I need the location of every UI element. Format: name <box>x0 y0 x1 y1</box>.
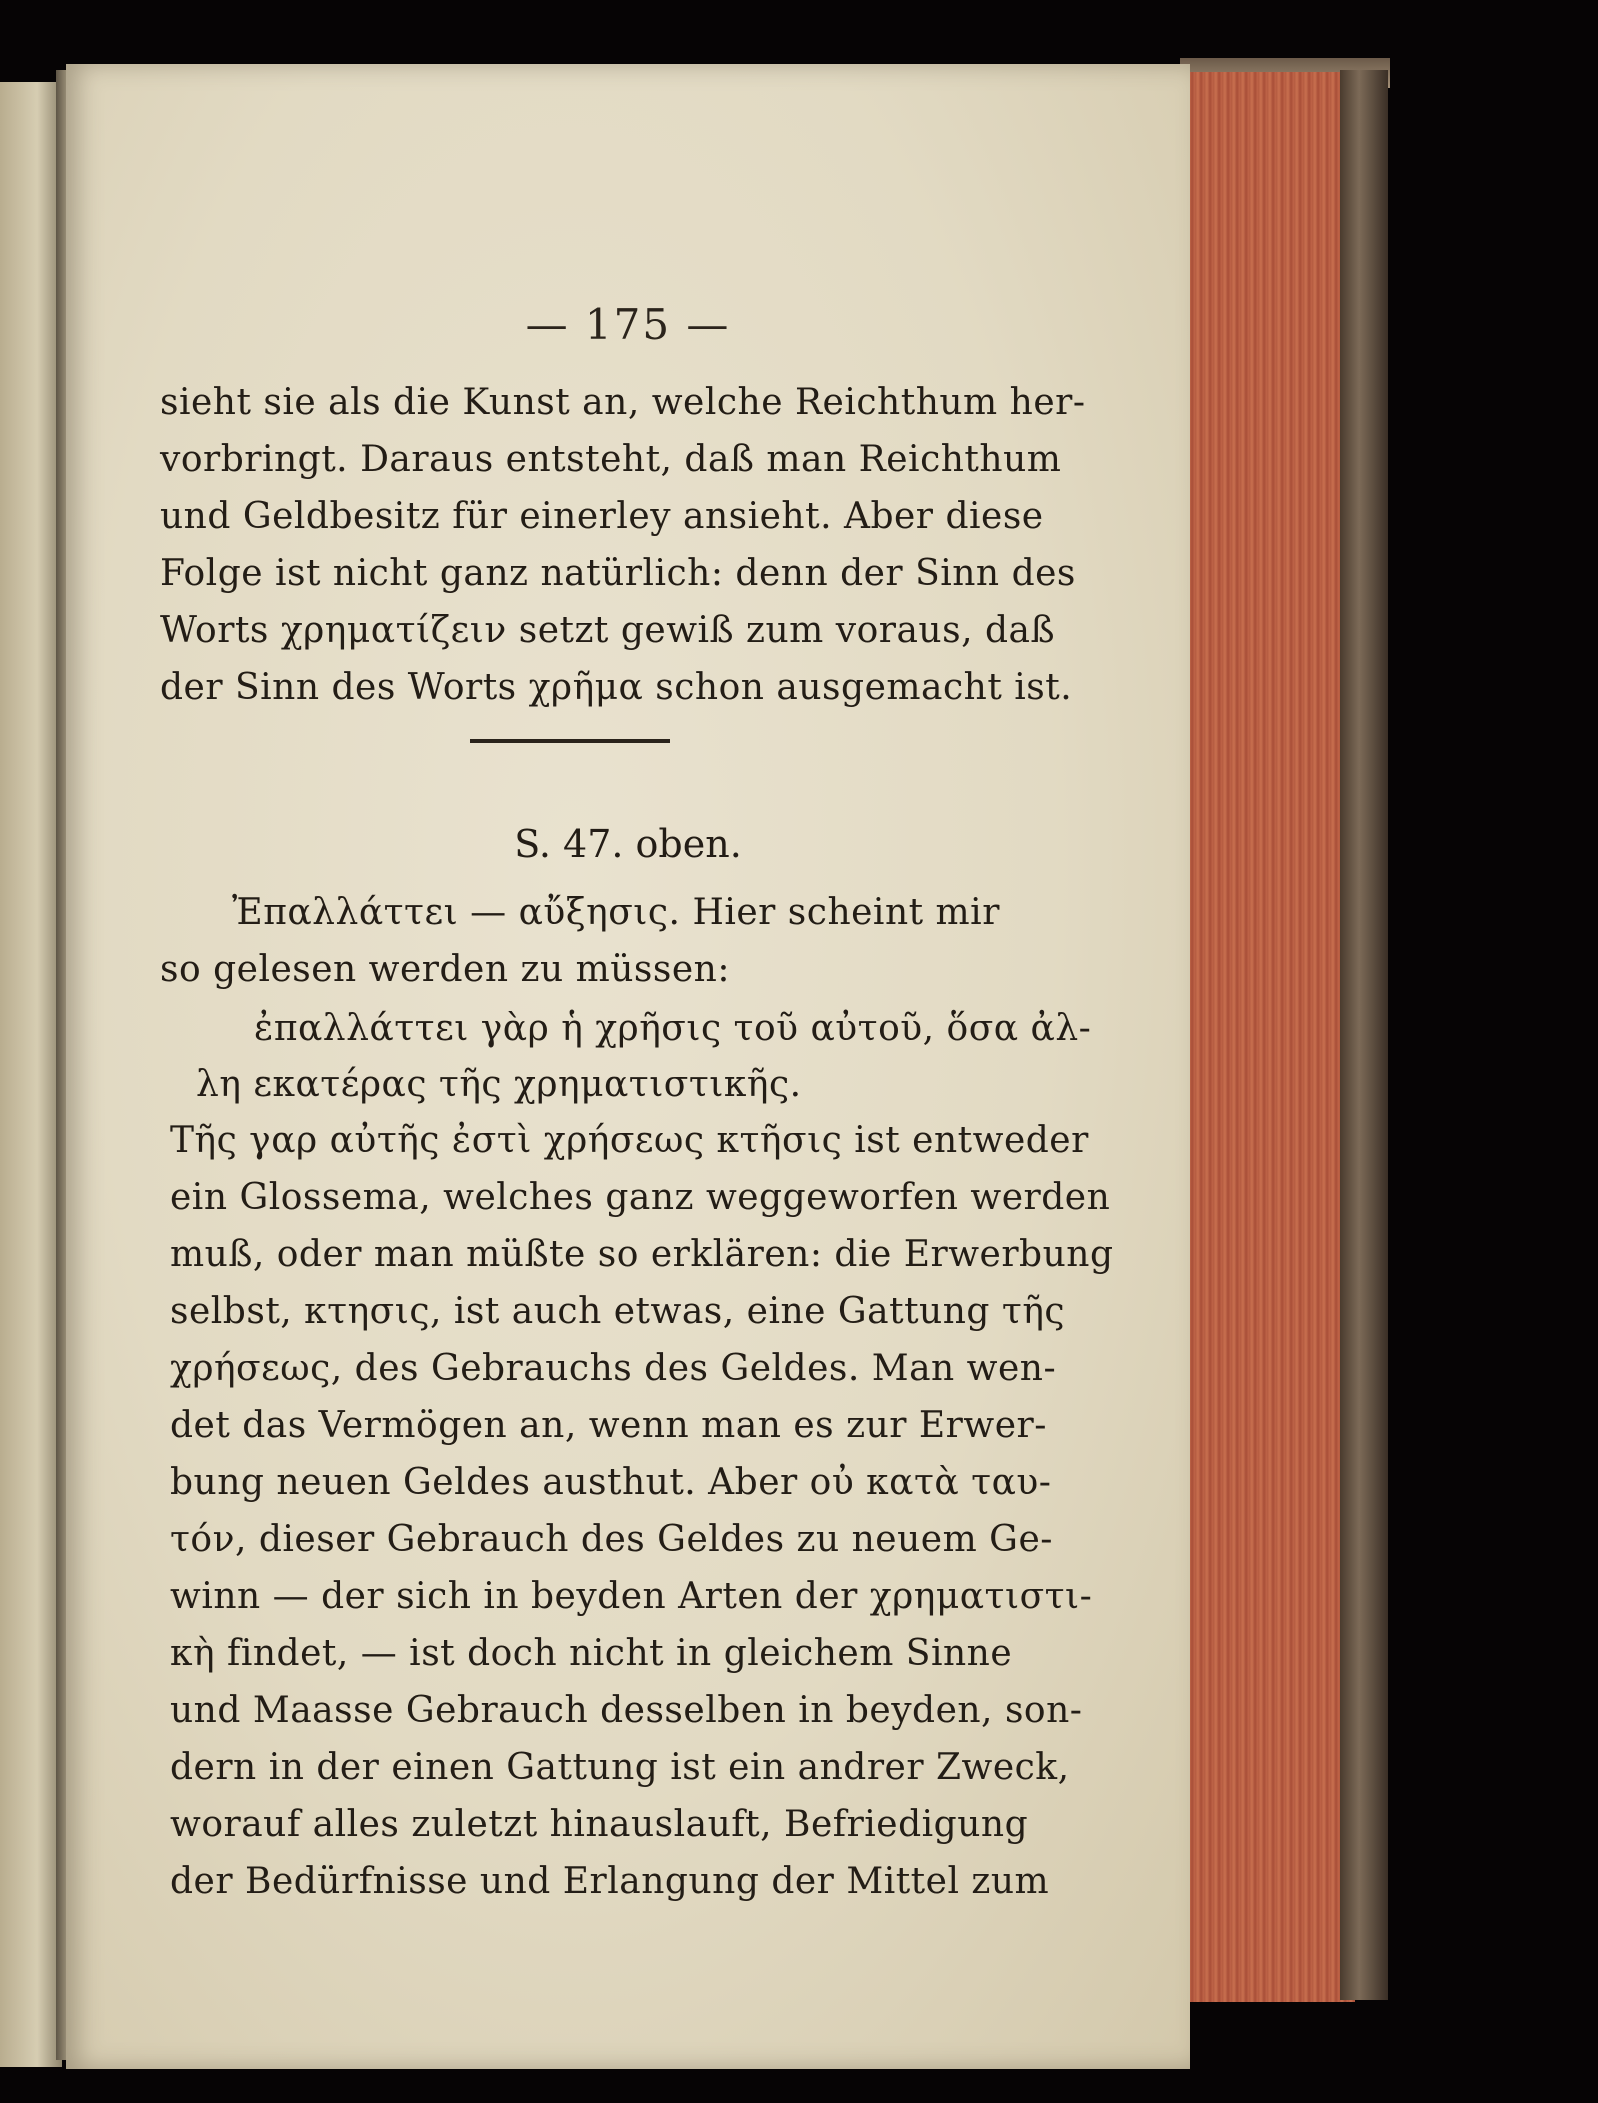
section-divider <box>470 739 670 743</box>
text-line: muß, oder man müßte so erklären: die Erwerbung <box>170 1234 1114 1275</box>
text-line: det das Vermögen an, wenn man es zur Erwer- <box>170 1405 1047 1446</box>
text-line: vorbringt. Daraus entsteht, daß man Reichthum <box>160 439 1062 480</box>
text-line: χρήσεως, des Gebrauchs des Geldes. Man wen- <box>170 1348 1057 1389</box>
text-line: der Bedürfnisse und Erlangung der Mittel zum <box>170 1861 1050 1902</box>
text-line: bung neuen Geldes austhut. Aber οὐ κατὰ ταυ- <box>170 1462 1052 1503</box>
lemma-line: so gelesen werden zu müssen: <box>160 949 730 990</box>
text-line: der Sinn des Worts χρῆμα schon ausgemacht ist. <box>160 667 1073 708</box>
text-line: worauf alles zuletzt hinauslauft, Befriedigung <box>170 1804 1029 1845</box>
text-line: sieht sie als die Kunst an, welche Reichthum her- <box>160 382 1086 423</box>
text-line: und Geldbesitz für einerley ansieht. Aber diese <box>160 496 1044 537</box>
text-line: Worts χρηματίζειν setzt gewiß zum voraus, daß <box>160 610 1056 651</box>
book-cover-spine <box>1340 70 1388 2000</box>
text-line: Folge ist nicht ganz natürlich: denn der Sinn des <box>160 553 1076 594</box>
right-page <box>66 64 1190 2069</box>
page-number: — 175 — <box>525 300 731 349</box>
text-line: dern in der einen Gattung ist ein andrer Zweck, <box>170 1747 1070 1788</box>
text-line: κὴ findet, — ist doch nicht in gleichem Sinne <box>170 1633 1013 1674</box>
text-line: τόν, dieser Gebrauch des Geldes zu neuem Ge- <box>170 1519 1053 1560</box>
left-page-edge <box>0 82 62 2067</box>
red-page-edges <box>1177 72 1355 2002</box>
text-line: und Maasse Gebrauch desselben in beyden, son- <box>170 1690 1083 1731</box>
lemma-line: Ἐπαλλάττει — αὔξησις. Hier scheint mir <box>232 892 1000 933</box>
text-line: ein Glossema, welches ganz weggeworfen werden <box>170 1177 1111 1218</box>
text-line: winn — der sich in beyden Arten der χρηματιστι- <box>170 1576 1093 1617</box>
quote-line: ἐπαλλάττει γὰρ ἡ χρῆσις τοῦ αὐτοῦ, ὅσα ἀλ- <box>254 1008 1092 1049</box>
text-line: selbst, κτησις, ist auch etwas, eine Gattung τῆς <box>170 1291 1066 1332</box>
text-line: Τῆς γαρ αὐτῆς ἐστὶ χρήσεως κτῆσις ist entweder <box>170 1120 1089 1161</box>
section-heading: S. 47. oben. <box>514 822 742 866</box>
quote-line: λη εκατέρας τῆς χρηματιστικῆς. <box>196 1064 802 1105</box>
